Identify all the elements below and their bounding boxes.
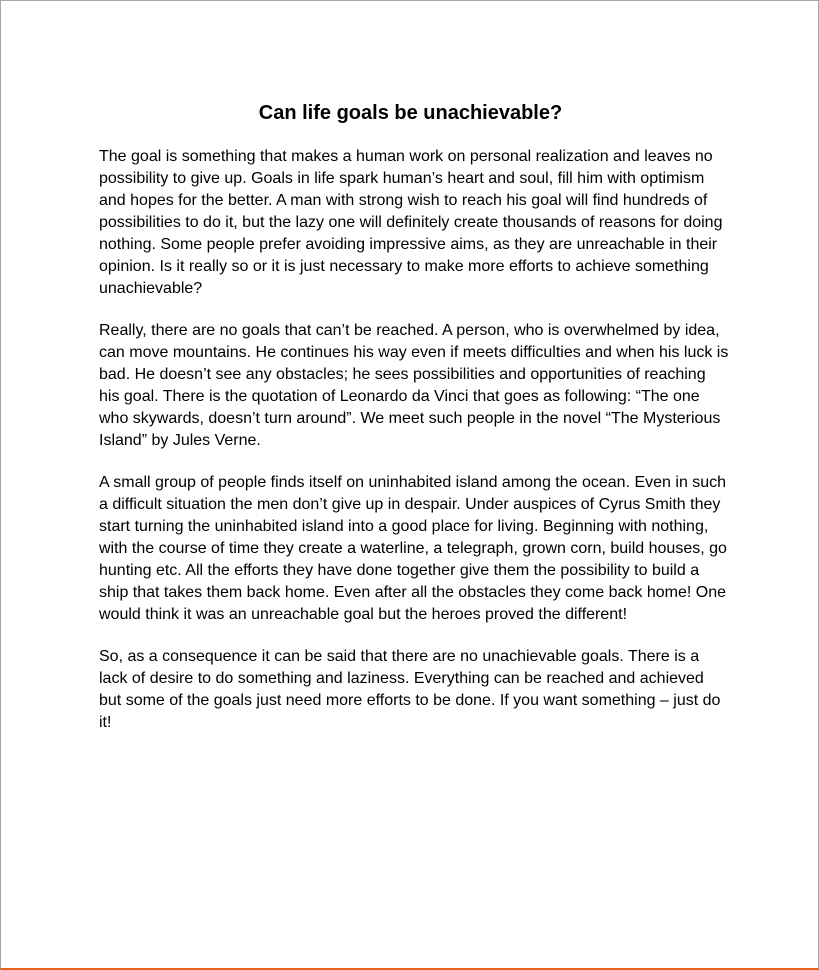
paragraph-example: A small group of people finds itself on uninhabited island among the ocean. Even in such a difficult situation the men don’t give up in despair. Under auspices of Cyrus Smith they start turning the uninhabited island into a good place for living. Beginning with nothing, with the course of time they create a waterline, a telegraph, grown corn, build houses, go hunting etc. All the efforts they have done together give them the possibility to build a ship that takes them back home. Even after all the obstacles they come back home! One would think it was an unreachable goal but the heroes proved the different!	[99, 474, 727, 623]
document-title: Can life goals be unachievable?	[258, 102, 563, 124]
paragraph-introduction: The goal is something that makes a human work on personal realization and leaves no possibility to give up. Goals in life spark human’s heart and soul, fill him with optimism and hopes for the better. A man with strong wish to reach his goal will find hundreds of possibilities to do it, but the lazy one will definitely create thousands of reasons for doing nothing. Some people prefer avoiding impressive aims, as they are unreachable in their opinion. Is it really so or it is just necessary to make more efforts to achieve something unachievable?	[99, 148, 723, 297]
paragraph-argument: Really, there are no goals that can’t be reached. A person, who is overwhelmed by idea, can move mountains. He continues his way even if meets difficulties and when his luck is bad. He doesn’t see any obstacles; he sees possibilities and opportunities of reaching his goal. There is the quotation of Leonardo da Vinci that goes as following: “The one who skywards, doesn’t turn around”. We meet such people in the novel “The Mysterious Island” by Jules Verne.	[99, 322, 729, 449]
document-body	[99, 146, 729, 754]
paragraph-conclusion: So, as a consequence it can be said that there are no unachievable goals. There is a lack of desire to do something and laziness. Everything can be reached and achieved but some of the goals just need more efforts to be done. If you want something – just do it!	[99, 648, 721, 731]
